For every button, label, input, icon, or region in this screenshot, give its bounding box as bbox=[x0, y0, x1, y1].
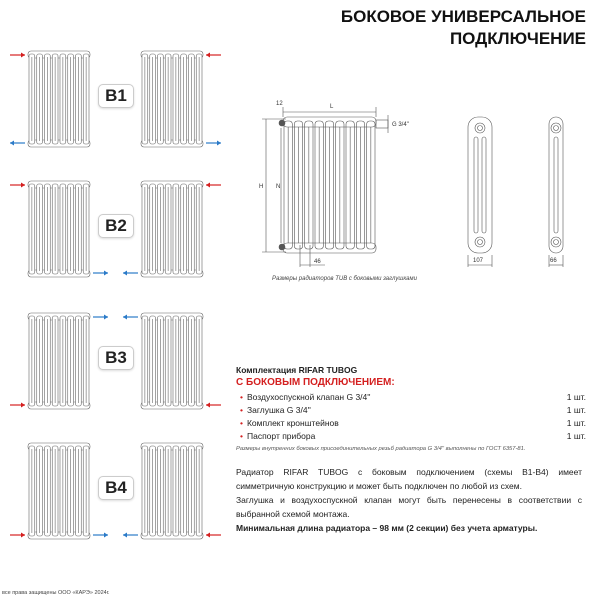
flow-arrow-icon bbox=[123, 533, 138, 538]
flow-arrow-icon bbox=[10, 183, 25, 188]
kit-item: • Комплект кронштейнов 1 шт. bbox=[240, 418, 586, 428]
kit-item: • Воздухоспускной клапан G 3/4'' 1 шт. bbox=[240, 392, 586, 402]
dim-N: N bbox=[276, 184, 281, 190]
scheme-label: B3 bbox=[98, 346, 134, 370]
dim-12: 12 bbox=[276, 101, 283, 107]
flow-arrow-icon bbox=[206, 183, 221, 188]
flow-arrow-icon bbox=[123, 271, 138, 276]
flow-arrow-icon bbox=[206, 403, 221, 408]
flow-arrow-icon bbox=[93, 271, 108, 276]
scheme-b4 bbox=[0, 439, 230, 549]
bullet-icon: • bbox=[240, 431, 243, 441]
page-title: БОКОВОЕ УНИВЕРСАЛЬНОЕ ПОДКЛЮЧЕНИЕ bbox=[340, 7, 586, 48]
flow-arrow-icon bbox=[10, 141, 25, 146]
scheme-label: B1 bbox=[98, 84, 134, 108]
thread-size: G 3/4'' bbox=[392, 122, 409, 128]
dim-H: H bbox=[259, 184, 264, 190]
radiator-left bbox=[28, 443, 90, 539]
kit-note: Размеры внутренних боковых присоединительных резьб радиатора G 3/4'' выполнены по ГОСТ 6357-81. bbox=[236, 446, 526, 452]
flow-arrow-icon bbox=[93, 533, 108, 538]
technical-drawing bbox=[250, 95, 590, 275]
flow-arrow-icon bbox=[206, 533, 221, 538]
drawing-caption: Размеры радиаторов TUB с боковыми заглушками bbox=[272, 276, 417, 282]
bullet-icon: • bbox=[240, 405, 243, 415]
scheme-b2 bbox=[0, 177, 230, 287]
radiator-right bbox=[141, 313, 203, 409]
radiator-left bbox=[28, 313, 90, 409]
flow-arrow-icon bbox=[10, 53, 25, 58]
scheme-label: B2 bbox=[98, 214, 134, 238]
flow-arrow-icon bbox=[206, 53, 221, 58]
kit-item: • Паспорт прибора 1 шт. bbox=[240, 431, 586, 441]
flow-arrow-icon bbox=[206, 141, 221, 146]
kit-contents bbox=[236, 365, 586, 452]
radiator-side-view-wide bbox=[468, 117, 492, 267]
scheme-b3 bbox=[0, 309, 230, 419]
dim-107: 107 bbox=[473, 258, 484, 264]
scheme-b1 bbox=[0, 47, 230, 157]
kit-subheading: С БОКОВЫМ ПОДКЛЮЧЕНИЕМ: bbox=[236, 377, 395, 388]
bullet-icon: • bbox=[240, 392, 243, 402]
kit-item: • Заглушка G 3/4'' 1 шт. bbox=[240, 405, 586, 415]
radiator-right bbox=[141, 181, 203, 277]
flow-arrow-icon bbox=[123, 315, 138, 320]
copyright-footer: все права защищены ООО «КАРЭ» 2024г. bbox=[2, 590, 110, 596]
dim-46: 46 bbox=[314, 259, 321, 265]
kit-heading: Комплектация RIFAR TUBOG bbox=[236, 365, 358, 375]
flow-arrow-icon bbox=[10, 403, 25, 408]
bullet-icon: • bbox=[240, 418, 243, 428]
dim-66: 66 bbox=[550, 258, 557, 264]
radiator-right bbox=[141, 443, 203, 539]
description: Радиатор RIFAR TUBOG с боковым подключением (схемы B1-B4) имеет симметричную конструкцию и может быть подключен по любой из схем. Заглушка и воздухоспускной клапан могут быть перенесены в соответствии с выбранной схемой монтажа. Минимальная длина радиатора – 98 мм (2 секции) без учета арматуры. bbox=[236, 467, 582, 533]
flow-arrow-icon bbox=[10, 533, 25, 538]
radiator-front-view bbox=[279, 117, 376, 253]
radiator-right bbox=[141, 51, 203, 147]
radiator-side-view-narrow bbox=[549, 117, 563, 267]
scheme-label: B4 bbox=[98, 476, 134, 500]
flow-arrow-icon bbox=[93, 315, 108, 320]
radiator-left bbox=[28, 51, 90, 147]
radiator-left bbox=[28, 181, 90, 277]
dim-L: L bbox=[330, 104, 334, 110]
